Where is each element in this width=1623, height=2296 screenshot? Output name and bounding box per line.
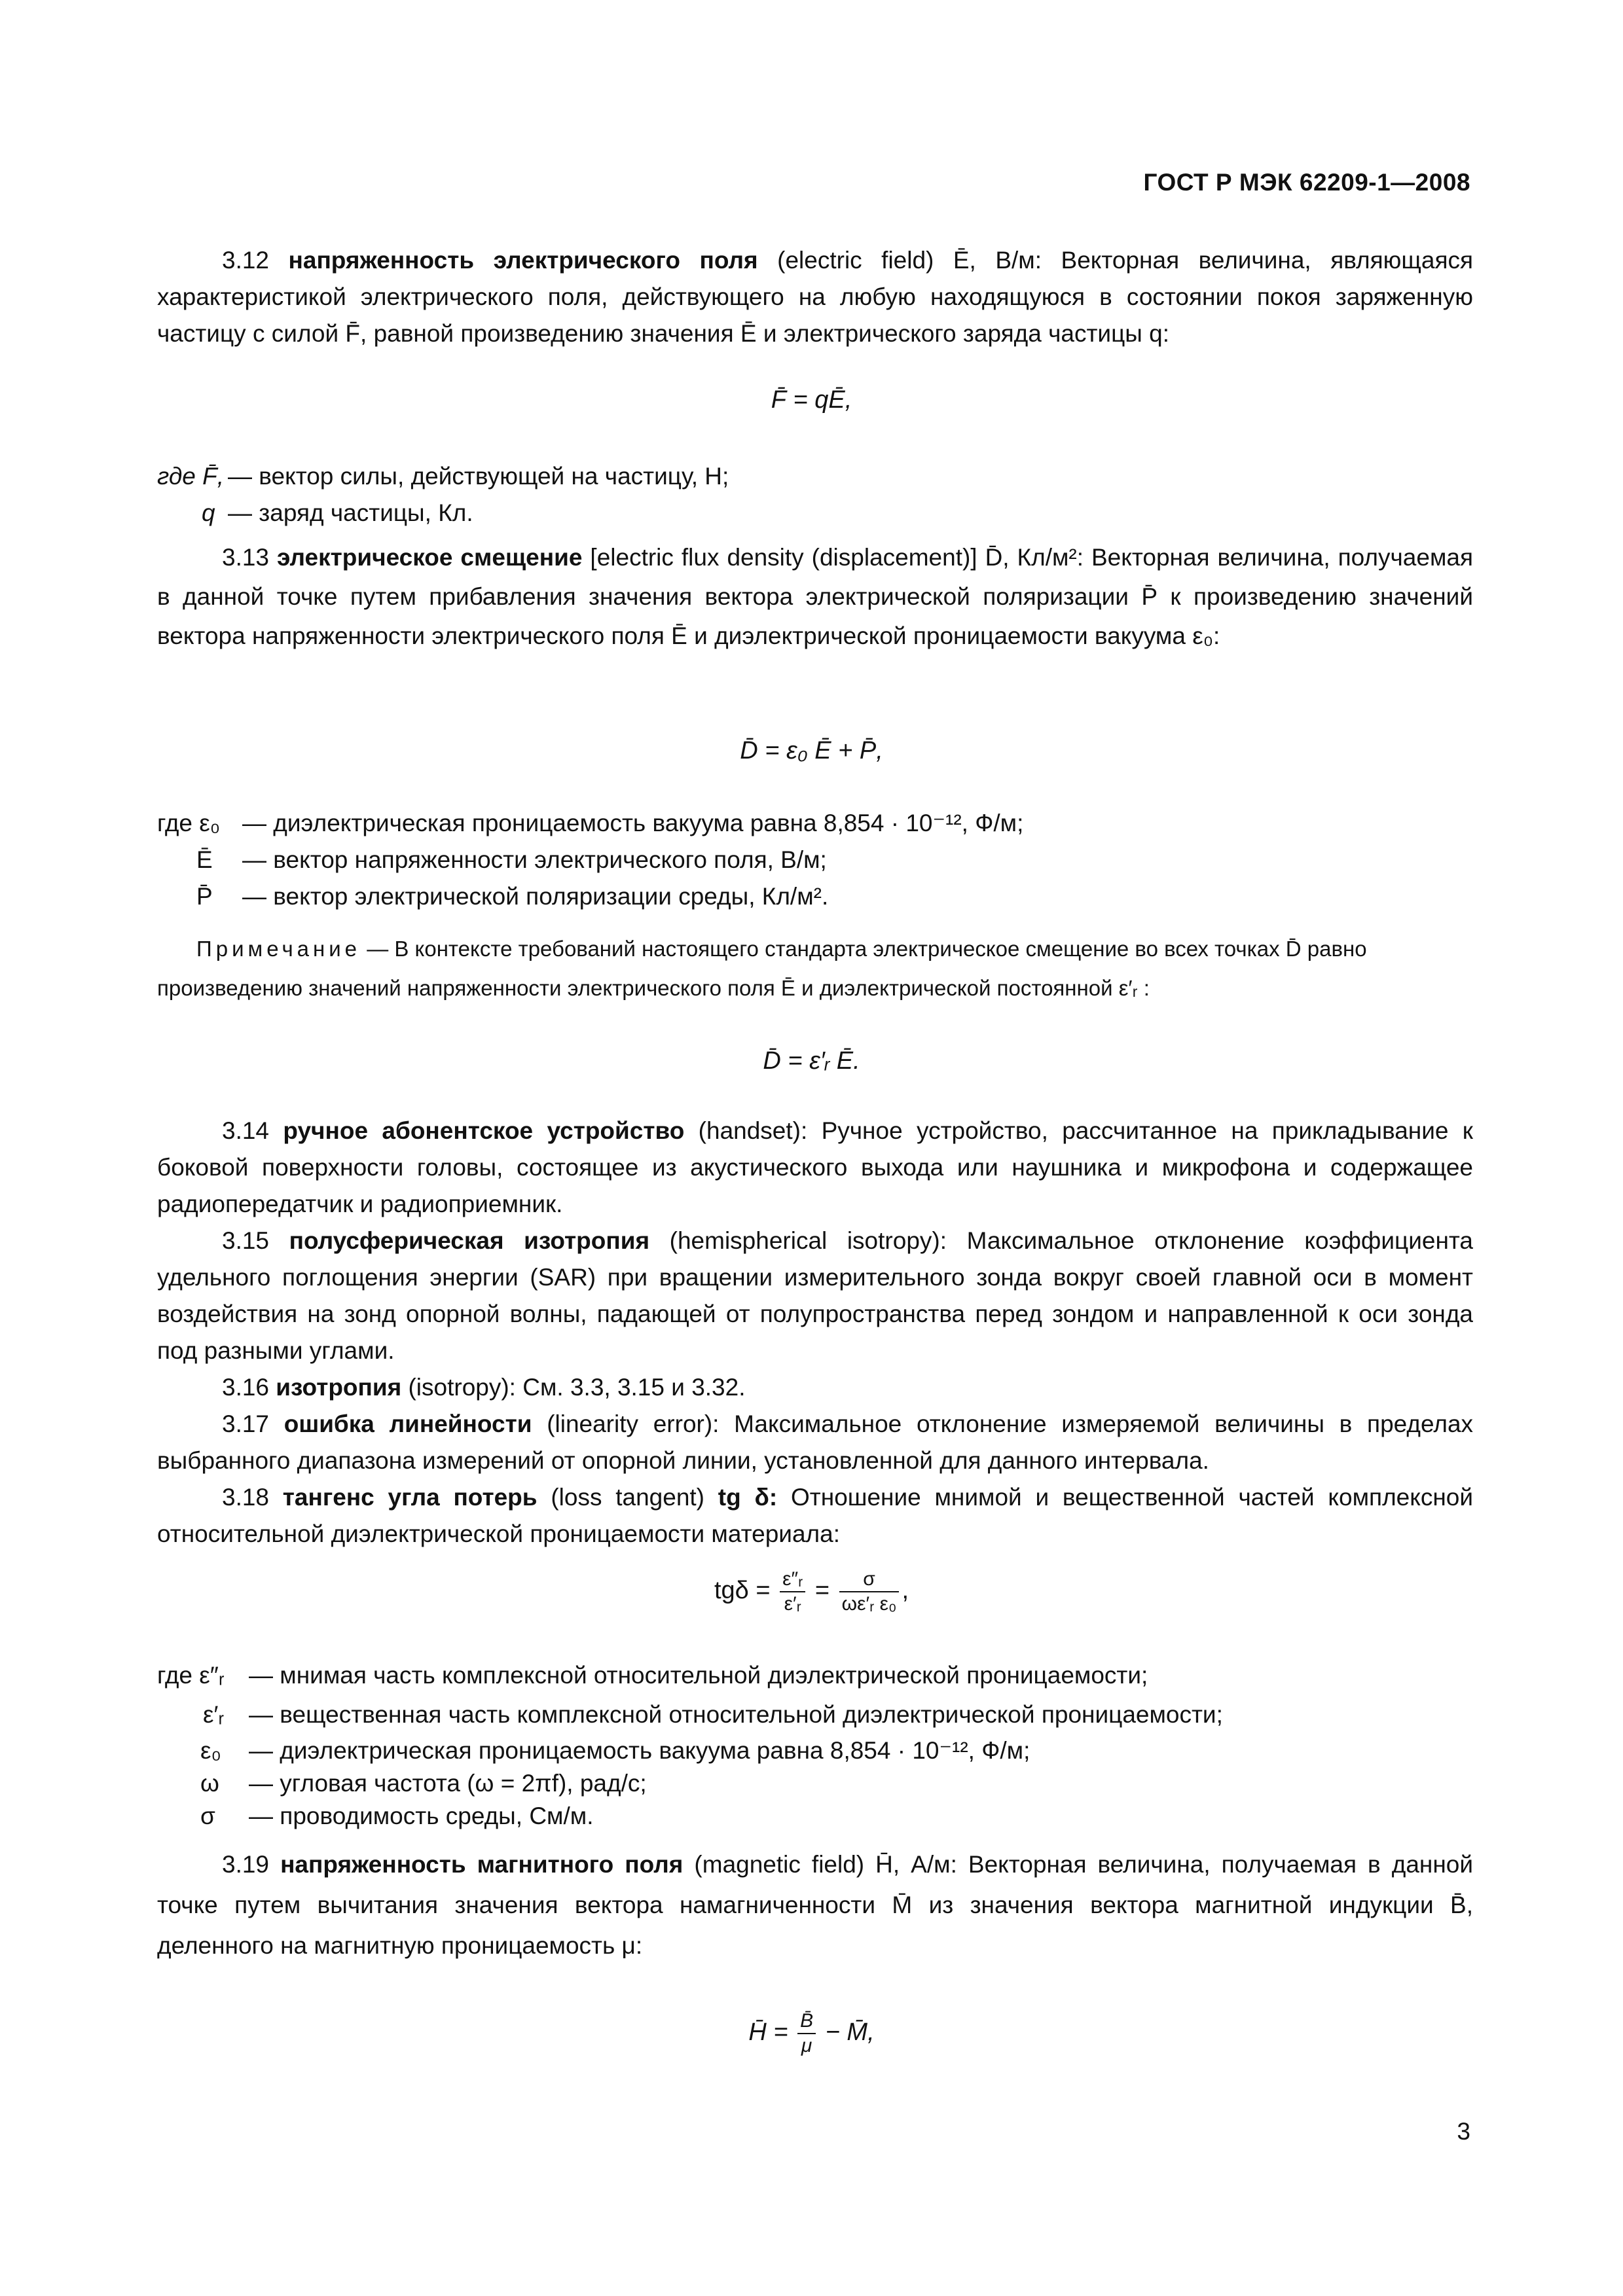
fraction [780,1568,805,1616]
formula-magnetic [0,2009,1623,2058]
where-symbol: ε₀ [200,1737,221,1764]
where-desc: — вещественная часть комплексной относительной диэлектрической проницаемости; [249,1701,1223,1728]
fraction-denominator: ε′ᵣ [784,1593,801,1615]
where-item [157,805,1023,842]
clause-3-19 [157,1844,1473,1966]
fraction-denominator: μ [801,2035,812,2056]
where-desc: — проводимость среды, См/м. [249,1803,594,1829]
clause-text: Отношение мнимой и вещественной частей комплексной относительной диэлектрической проницаемости материала: [157,1484,1474,1547]
formula-note: D̄ = ε′ᵣ Ē. [763,1047,860,1075]
where-list-3-18 [157,1656,1223,1833]
where-item [157,458,729,495]
clause-3-15 [157,1223,1473,1369]
where-symbol: q [202,499,215,526]
clause-term: изотропия [276,1374,402,1401]
where-item [157,878,1023,915]
clause-symbol: tg δ: [718,1484,778,1511]
where-item [157,1695,1223,1734]
where-symbol: Ē [196,846,213,873]
fraction-numerator: B̄ [797,2009,816,2034]
where-symbol: где ε″ᵣ [157,1662,225,1689]
where-symbol: где ε₀ [157,810,221,836]
where-desc: — вектор силы, действующей на частицу, Н; [228,463,729,490]
fraction [797,2009,816,2058]
fraction [839,1568,900,1616]
note-label: Примечание [196,937,361,961]
where-desc: — угловая частота (ω = 2πf), рад/с; [249,1770,647,1797]
formula-lhs: H̄ = [748,2018,788,2047]
where-symbol: σ [200,1803,215,1829]
clause-3-14 [157,1113,1473,1223]
clause-number: 3.14 [222,1117,270,1144]
formula-loss-tangent [0,1568,1623,1616]
where-symbol: P̄ [196,883,213,910]
clause-text: (loss tangent) [551,1484,704,1511]
clause-text: (electric field) Ē, В/м: Векторная величина, являющаяся характеристикой электрического поля, действующего на любую находящуюся в состоянии покоя заряженную частицу с силой F̄, равной произведению значения Ē и электрического заряда частицы q: [157,247,1474,347]
clause-3-13 [157,538,1473,656]
document-number: ГОСТ Р МЭК 62209-1—2008 [1143,169,1470,196]
clause-3-12 [157,242,1473,352]
clause-3-16 [157,1369,1473,1406]
clause-term: тангенс угла потерь [282,1484,538,1511]
note-3-13 [157,929,1473,1008]
clause-3-17 [157,1406,1473,1479]
page-number: 3 [1457,2118,1470,2145]
clause-number: 3.16 [222,1374,270,1401]
clause-term: напряженность электрического поля [288,247,758,274]
clause-term: напряженность магнитного поля [280,1851,684,1878]
where-item [157,1800,1223,1833]
where-item [157,1734,1223,1767]
where-desc: — заряд частицы, Кл. [228,499,473,526]
formula-lhs: tgδ = [714,1577,771,1605]
where-desc: — вектор напряженности электрического поля, В/м; [242,846,827,873]
clause-number: 3.12 [222,247,270,274]
clause-3-18 [157,1479,1473,1552]
note-text: — В контексте требований настоящего стандарта электрическое смещение во всех точках D̄ равно произведению значений напряженности электрического поля Ē и диэлектрической постоянной ε′ᵣ : [157,937,1367,1000]
formula-rhs: − M̄, [825,2018,875,2047]
clause-number: 3.13 [222,544,270,571]
clause-number: 3.17 [222,1410,270,1437]
where-list-3-13 [157,805,1023,915]
clause-number: 3.15 [222,1227,270,1254]
where-desc: — вектор электрической поляризации среды, Кл/м². [242,883,829,910]
formula-force: F̄ = qĒ, [771,386,852,414]
where-symbol: ω [200,1770,219,1797]
where-list-3-12 [157,458,729,531]
clause-text: (hemispherical isotropy): Максимальное отклонение коэффициента удельного поглощения энергии (SAR) при вращении измерительного зонда вокруг своей главной оси в момент воздействия на зонд опорной волны, падающей от полупространства перед зондом и направленной к оси зонда под разными углами. [157,1227,1474,1364]
clause-term: электрическое смещение [277,544,583,571]
clause-text: [electric flux density (displacement)] D̄, Кл/м²: Векторная величина, получаемая в данной точке путем прибавления значения вектора электрической поляризации P̄ к произведению значений вектора напряженности электрического поля Ē и диэлектрической проницаемости вакуума ε₀: [157,544,1473,649]
where-item [157,842,1023,878]
formula-displacement: D̄ = ε₀ Ē + P̄, [740,737,883,764]
clause-term: ошибка линейности [283,1410,532,1437]
fraction-numerator: ε″ᵣ [780,1568,805,1592]
clause-number: 3.19 [222,1851,270,1878]
clause-term: полусферическая изотропия [289,1227,650,1254]
where-desc: — диэлектрическая проницаемость вакуума равна 8,854 · 10⁻¹², Ф/м; [242,810,1024,836]
where-item [157,1767,1223,1800]
clause-term: ручное абонентское устройство [283,1117,685,1144]
clause-number: 3.18 [222,1484,270,1511]
clause-text: (handset): Ручное устройство, рассчитанное на прикладывание к боковой поверхности головы, состоящее из акустического выхода или наушника и микрофона и содержащее радиопередатчик и радиоприемник. [157,1117,1473,1217]
fraction-denominator: ωε′ᵣ ε₀ [841,1593,897,1615]
fraction-numerator: σ [839,1568,900,1592]
where-desc: — мнимая часть комплексной относительной диэлектрической проницаемости; [249,1662,1148,1689]
where-symbol: ε′ᵣ [203,1701,225,1728]
clause-text: (linearity error): Максимальное отклонение измеряемой величины в пределах выбранного диапазона измерений от опорной линии, установленной для данного интервала. [157,1410,1474,1474]
clause-text: (isotropy): См. 3.3, 3.15 и 3.32. [408,1374,746,1401]
clause-text: (magnetic field) H̄, А/м: Векторная величина, получаемая в данной точке путем вычитания значения вектора намагниченности M̄ из значения вектора магнитной индукции B̄, деленного на магнитную проницаемость μ: [157,1851,1474,1959]
where-item [157,1656,1223,1695]
formula-end: , [902,1577,909,1605]
where-desc: — диэлектрическая проницаемость вакуума равна 8,854 · 10⁻¹², Ф/м; [249,1737,1030,1764]
formula-equals: = [814,1577,830,1605]
where-item [157,495,729,531]
where-symbol: где F̄, [157,463,225,490]
